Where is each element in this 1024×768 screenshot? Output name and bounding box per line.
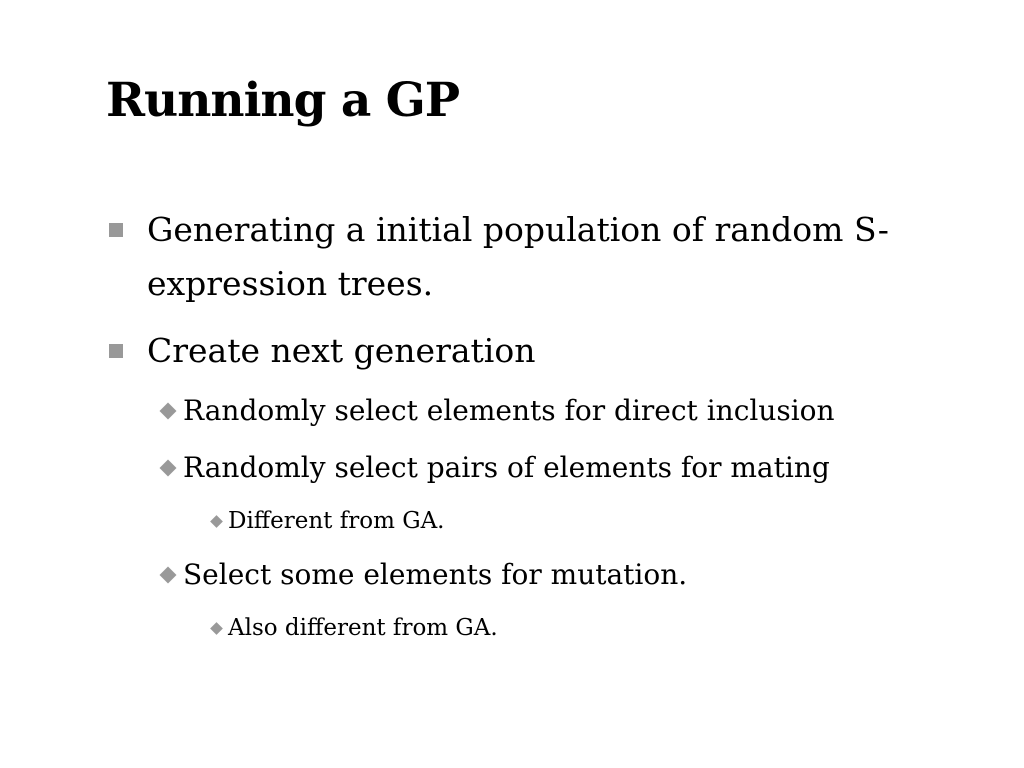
bullet-text-line: Generating a initial population of random S-: [147, 210, 889, 249]
sub-sub-bullet-item: [210, 503, 445, 539]
bullet-text-line: expression trees.: [147, 264, 434, 303]
diamond-bullet-icon: [160, 460, 177, 477]
sub-sub-bullet-item: [210, 610, 498, 646]
square-bullet-icon: [109, 223, 123, 237]
bullet-item: [109, 203, 889, 311]
sub-sub-bullet-text: Also different from GA.: [228, 615, 498, 641]
diamond-bullet-icon: [160, 403, 177, 420]
bullet-text: Create next generation: [147, 331, 536, 370]
sub-bullet-text: Randomly select pairs of elements for mating: [183, 451, 830, 484]
sub-bullet-item: [160, 389, 835, 433]
square-bullet-icon: [109, 344, 123, 358]
diamond-bullet-icon: [160, 567, 177, 584]
bullet-text: [147, 203, 889, 311]
slide-title: Running a GP: [106, 73, 460, 128]
sub-bullet-item: [160, 553, 687, 597]
sub-sub-bullet-text: Different from GA.: [228, 508, 445, 534]
diamond-bullet-icon: [210, 622, 223, 635]
sub-bullet-item: [160, 446, 830, 490]
sub-bullet-text: Select some elements for mutation.: [183, 558, 688, 591]
bullet-item: [109, 324, 535, 378]
sub-bullet-text: Randomly select elements for direct inclusion: [183, 394, 835, 427]
diamond-bullet-icon: [210, 515, 223, 528]
